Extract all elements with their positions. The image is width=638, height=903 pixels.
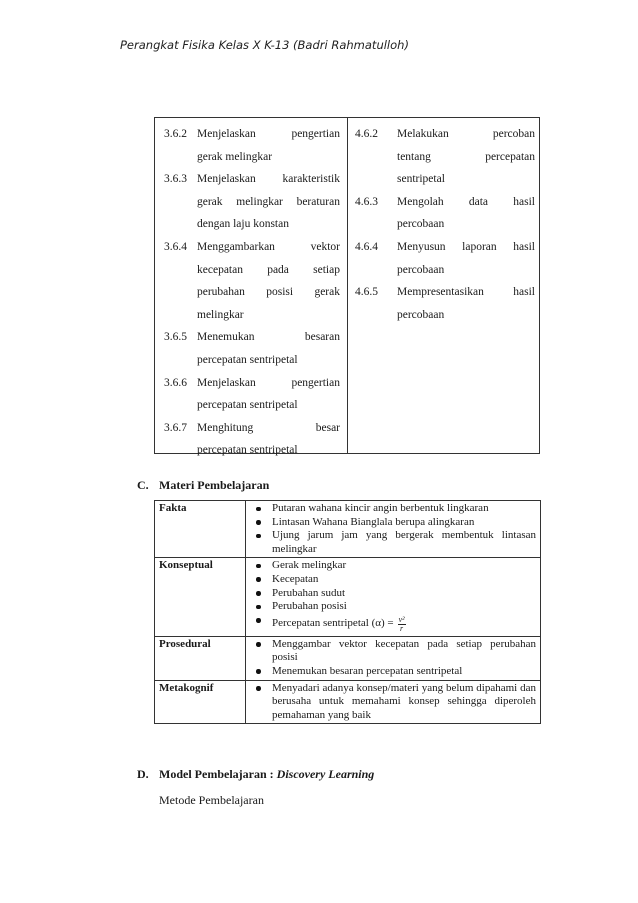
indicator-line: dengan laju konstan [197, 218, 289, 231]
indicator-item [164, 326, 340, 371]
indicator-line: percepatan sentripetal [197, 444, 298, 457]
materi-row [155, 558, 541, 636]
materi-item: Menemukan besaran percepatan sentripetal [250, 665, 536, 679]
indicator-line: gerak melingkar beraturan [197, 195, 340, 208]
metode-heading: Metode Pembelajaran [159, 793, 264, 807]
indicator-text [197, 372, 340, 417]
indicator-text [197, 417, 340, 462]
indicator-line: percepatan sentripetal [197, 399, 298, 412]
materi-content [246, 680, 541, 724]
indicator-line: percobaan [397, 263, 445, 276]
indicator-item [355, 191, 535, 236]
column-divider [347, 118, 348, 453]
indicator-text [397, 236, 535, 281]
formula-denominator: r [400, 623, 404, 633]
indicator-number: 4.6.2 [355, 128, 378, 140]
materi-category: Fakta [155, 501, 246, 558]
indicator-line: kecepatan pada setiap [197, 263, 340, 276]
indicator-number: 3.6.5 [164, 331, 187, 344]
indicator-number: 4.6.5 [355, 286, 378, 299]
indicator-line: Melakukan percoban [397, 128, 535, 140]
indicator-line: percobaan [397, 218, 445, 231]
indicator-item [164, 168, 340, 236]
materi-content [246, 558, 541, 636]
section-c-label: C. [137, 478, 149, 492]
indicator-line: Menggambarkan vektor [197, 240, 340, 253]
indicator-text [397, 191, 535, 236]
indicator-item [164, 372, 340, 417]
indicator-number: 3.6.6 [164, 376, 187, 389]
materi-item: Ujung jarum jam yang bergerak membentuk lintasan melingkar [250, 529, 536, 556]
materi-item: Lintasan Wahana Bianglala berupa alingkaran [250, 516, 536, 530]
indicator-line: percepatan sentripetal [197, 353, 298, 366]
indicator-line: Menjelaskan karakteristik [197, 173, 340, 186]
section-d-label: D. [137, 767, 149, 781]
indicator-line: Menjelaskan pengertian [197, 376, 340, 389]
materi-item: Perubahan posisi [250, 600, 536, 614]
indicator-item [355, 281, 535, 326]
indicator-line: Menyusun laporan hasil [397, 240, 535, 253]
indicator-column-skill [355, 123, 535, 326]
indicator-item [164, 236, 340, 326]
page-header: Perangkat Fisika Kelas X K-13 (Badri Rahmatulloh) [120, 38, 409, 52]
formula-numerator: v² [398, 614, 405, 624]
indicator-number: 3.6.4 [164, 240, 187, 253]
materi-category: Konseptual [155, 558, 246, 636]
materi-item: Menyadari adanya konsep/materi yang belum dipahami dan berusaha untuk memahami konsep sehingga diperoleh pemahaman yang baik [250, 682, 536, 723]
materi-content [246, 501, 541, 558]
indicator-text [397, 123, 535, 191]
materi-table [154, 500, 541, 724]
section-c-text: Materi Pembelajaran [159, 478, 270, 492]
indicator-text [197, 236, 340, 326]
materi-item: Kecepatan [250, 573, 536, 587]
indicator-line: Mengolah data hasil [397, 195, 535, 208]
section-d-separator: : [266, 767, 277, 781]
materi-category: Prosedural [155, 636, 246, 680]
materi-row [155, 501, 541, 558]
section-c-title [137, 478, 269, 493]
indicator-number: 4.6.3 [355, 195, 378, 208]
section-d-model: Discovery Learning [276, 767, 375, 781]
indicator-column-knowledge [164, 123, 340, 462]
indicator-line: percobaan [397, 308, 445, 321]
materi-formula-item [250, 614, 536, 635]
formula-fraction [398, 616, 406, 633]
indicator-item [355, 123, 535, 191]
materi-row [155, 680, 541, 724]
indicator-number: 4.6.4 [355, 240, 378, 253]
indicator-number: 3.6.2 [164, 128, 187, 140]
section-d-text: Model Pembelajaran [159, 767, 267, 781]
indicator-text [197, 326, 340, 371]
indicator-item [355, 236, 535, 281]
indicator-text [197, 123, 340, 168]
materi-item: Perubahan sudut [250, 587, 536, 601]
indicator-line: gerak melingkar [197, 150, 273, 163]
indicator-table [154, 117, 540, 457]
indicator-line: Menjelaskan pengertian [197, 128, 340, 140]
materi-item: Menggambar vektor kecepatan pada setiap perubahan posisi [250, 638, 536, 665]
indicator-line: sentripetal [397, 173, 445, 186]
indicator-number: 3.6.3 [164, 173, 187, 186]
indicator-text [197, 168, 340, 236]
materi-item: Putaran wahana kincir angin berbentuk lingkaran [250, 502, 536, 516]
materi-row [155, 636, 541, 680]
section-d-title [137, 767, 374, 782]
indicator-item [164, 417, 340, 462]
indicator-line: Mempresentasikan hasil [397, 286, 535, 299]
materi-category: Metakognif [155, 680, 246, 724]
indicator-number: 3.6.7 [164, 421, 187, 434]
materi-item: Gerak melingkar [250, 559, 536, 573]
indicator-line: Menghitung besar [197, 421, 340, 434]
indicator-text [397, 281, 535, 326]
indicator-line: Menemukan besaran [197, 331, 340, 344]
indicator-line: perubahan posisi gerak [197, 286, 340, 299]
indicator-line: melingkar [197, 308, 244, 321]
formula-text: Percepatan sentripetal (α) = [272, 617, 394, 630]
materi-content [246, 636, 541, 680]
indicator-item [164, 123, 340, 168]
indicator-line: tentang percepatan [397, 150, 535, 163]
